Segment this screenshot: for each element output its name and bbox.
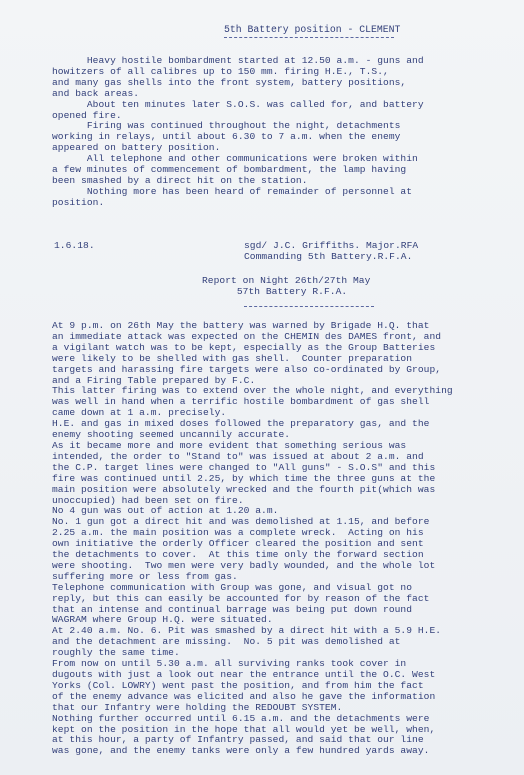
night-report-body: At 9 p.m. on 26th May the battery was warned by Brigade H.Q. that an immediate attack was expected on the CHEMIN des DAMES front, and a vigilant watch was to be kept, especially as the Group Batteries were likely to be shelled with gas shell. Counter preparation targets and harassing fire targets were also co-ordinated by Group, and a Firing Table prepared by F.C. This latter firing was to extend over the whole night, and everything was well in hand when a terrific hostile bombardment of gas shell came down at 1 a.m. precisely. H.E. and gas in mixed doses followed the preparatory gas, and the enemy shooting seemed uncannily accurate. As it became more and more evident that something serious was intended, the order to "Stand to" was issued at about 2 a.m. and the C.P. target lines were changed to "All guns" - S.O.S" and this fire was continued until 2.25, by which time the three guns at the main position were absolutely wrecked and the fourth pit(which was unoccupied) had been set on fire. No 4 gun was out of action at 1.20 a.m. No. 1 gun got a direct hit and was demolished at 1.15, and before 2.25 a.m. the main position was a complete wreck. Acting on his own initiative the orderly Officer cleared the position and sent the detachments to cover. At this time only the forward section were shooting. Two men were very badly wounded, and the whole lot suffering more or less from gas. Telephone communication with Group was gone, and visual got no reply, but this can easily be accounted for by reason of the fact that an intense and continual barrage was being put down round WAGRAM where Group H.Q. were situated. At 2.40 a.m. No. 6. Pit was smashed by a direct hit with a 5.9 H.E. and the detachment are missing. No. 5 pit was demolished at roughly the same time. From now on until 5.30 a.m. all surviving ranks took cover in dugouts with just a look out near the entrance until the O.C. West Yorks (Col. LOWRY) went past the position, and from him the fact of the enemy advance was elicited and also he gave the information that our Infantry were holding the REDOUBT SYSTEM. Nothing further occurred until 6.15 a.m. and the detachments were kept on the position in the hope that all would yet be well, when, at this hour, a party of Infantry passed, and said that our line was gone, and the enemy tanks were only a few hundred yards away. xyxy=(52,320,453,757)
signature-block: sgd/ J.C. Griffiths. Major.RFA Commanding 5th Battery.R.F.A. xyxy=(244,240,419,262)
document-title: 5th Battery position - CLEMENT xyxy=(224,24,401,35)
heading-underline xyxy=(244,306,374,307)
title-underline xyxy=(224,37,394,38)
battery-position-report: Heavy hostile bombardment started at 12.50 a.m. - guns and howitzers of all calibres up to 150 mm. firing H.E., T.S., and many gas shells into the front system, battery positions, and back areas. About ten minutes later S.O.S. was called for, and battery opened fire. Firing was continued throughout the night, detachments working in relays, until about 6.30 to 7 a.m. when the enemy appeared on battery position. All telephone and other communications were broken within a few minutes of commencement of bombardment, the lamp having been smashed by a direct hit on the station. Nothing more has been heard of remainder of personnel at position. xyxy=(52,55,424,208)
report-heading: Report on Night 26th/27th May 57th Battery R.F.A. xyxy=(202,275,371,297)
report-date: 1.6.18. xyxy=(54,240,95,251)
